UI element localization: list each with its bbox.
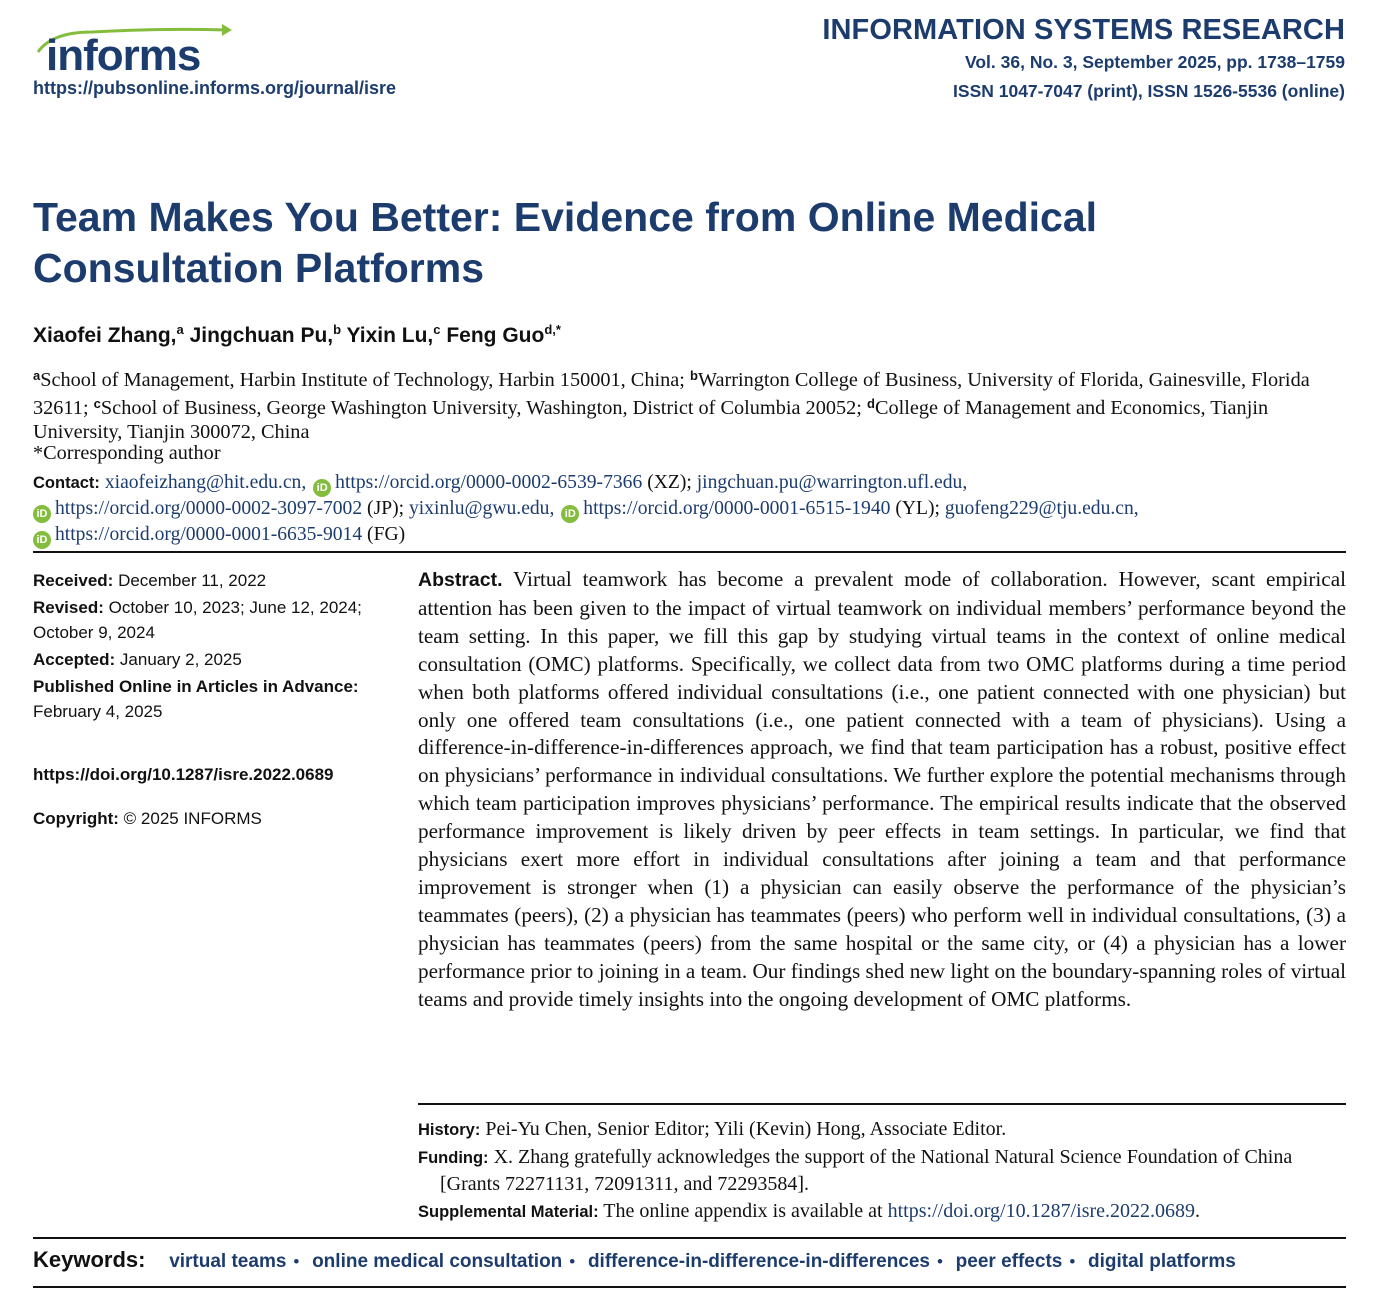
corresponding-author-note: *Corresponding author: [33, 442, 221, 464]
svg-text:informs: informs: [46, 31, 201, 78]
orcid-link[interactable]: https://orcid.org/0000-0002-6539-7366: [335, 472, 643, 493]
affiliation: School of Business, George Washington University, Washington, District of Columbia 20052;: [100, 397, 862, 419]
journal-name: INFORMATION SYSTEMS RESEARCH: [822, 14, 1345, 46]
affil-sup: d: [866, 396, 875, 411]
funding-text: X. Zhang gratefully acknowledges the support of the National Natural Science Foundation of China [Grants 72271131, 72091311, and 72293584].: [440, 1145, 1293, 1195]
supplemental-label: Supplemental Material:: [418, 1202, 599, 1221]
supplemental-link[interactable]: https://doi.org/10.1287/isre.2022.0689: [887, 1199, 1196, 1222]
author-initials: (XZ);: [647, 472, 692, 493]
accepted-label: Accepted:: [33, 650, 116, 669]
affil-sup: a: [33, 368, 41, 383]
abstract: [418, 566, 1346, 1014]
author-name: Yixin Lu,: [346, 324, 434, 347]
article-notes: [418, 1116, 1346, 1225]
published-date: February 4, 2025: [33, 702, 163, 721]
supplemental-end: .: [1195, 1199, 1201, 1222]
orcid-icon: iD: [33, 505, 51, 523]
keyword[interactable]: peer effects: [955, 1251, 1063, 1272]
author-initials: (YL);: [895, 498, 940, 519]
revised-label: Revised:: [33, 598, 104, 617]
keyword[interactable]: digital platforms: [1088, 1251, 1236, 1272]
doi-link[interactable]: https://doi.org/10.1287/isre.2022.0689: [33, 765, 334, 784]
received-date: December 11, 2022: [118, 571, 267, 590]
keywords: [33, 1247, 1236, 1273]
keywords-label: Keywords:: [33, 1247, 146, 1272]
issn-line: ISSN 1047-7047 (print), ISSN 1526-5536 (online): [953, 81, 1345, 101]
copyright-label: Copyright:: [33, 809, 119, 828]
orcid-icon: iD: [313, 479, 331, 497]
affiliation: Warrington College of Business, University of Florida, Gainesville, Florida 32611;: [33, 369, 1310, 419]
keyword[interactable]: difference-in-difference-in-differences: [587, 1251, 931, 1272]
journal-url[interactable]: https://pubsonline.informs.org/journal/isre: [33, 78, 397, 98]
accepted-date: January 2, 2025: [119, 650, 242, 669]
author-initials: (JP);: [367, 498, 405, 519]
email-link[interactable]: guofeng229@tju.edu.cn,: [944, 498, 1139, 519]
bullet-icon: •: [569, 1252, 576, 1271]
supplemental-text: The online appendix is available at: [603, 1199, 883, 1222]
article-title: [33, 192, 1333, 294]
author-sup: d,*: [544, 322, 561, 337]
contact-block: [33, 471, 1343, 549]
orcid-icon: iD: [33, 531, 51, 549]
revised-dates: October 10, 2023; June 12, 2024; October 9, 2024: [33, 598, 362, 642]
email-link[interactable]: jingchuan.pu@warrington.ufl.edu,: [696, 472, 968, 493]
author-sup: b: [333, 322, 342, 337]
author-name: Feng Guo: [446, 324, 545, 347]
abstract-label: Abstract.: [418, 569, 503, 591]
orcid-link[interactable]: https://orcid.org/0000-0001-6515-1940: [583, 498, 891, 519]
author-name: Xiaofei Zhang,: [33, 324, 177, 347]
article-dates: [33, 568, 378, 833]
affil-sup: c: [93, 396, 101, 411]
title-line-1: Team Makes You Better: Evidence from Online Medical: [33, 194, 1098, 240]
divider: [418, 1103, 1346, 1105]
bullet-icon: •: [937, 1252, 943, 1271]
orcid-link[interactable]: https://orcid.org/0000-0001-6635-9014: [55, 524, 363, 545]
copyright-text: © 2025 INFORMS: [123, 809, 262, 828]
volume-line: Vol. 36, No. 3, September 2025, pp. 1738–1759: [964, 52, 1345, 72]
author-list: [33, 322, 561, 348]
funding-label: Funding:: [418, 1148, 489, 1167]
orcid-icon: iD: [561, 505, 579, 523]
email-link[interactable]: yixinlu@gwu.edu,: [408, 498, 555, 519]
affiliation: School of Management, Harbin Institute of Technology, Harbin 150001, China;: [40, 369, 685, 391]
author-name: Jingchuan Pu,: [189, 324, 334, 347]
divider: [33, 1237, 1346, 1239]
history-label: History:: [418, 1121, 481, 1139]
author-initials: (FG): [367, 524, 406, 545]
informs-logo: [32, 22, 242, 78]
author-sup: a: [176, 322, 184, 337]
orcid-link[interactable]: https://orcid.org/0000-0002-3097-7002: [55, 498, 363, 519]
affil-sup: b: [689, 368, 698, 383]
bullet-icon: •: [1069, 1252, 1076, 1271]
abstract-text: Virtual teamwork has become a prevalent mode of collaboration. However, scant empirical attention has been given to the impact of virtual teamwork on individual members’ performance beyond the team setting. In this paper, we fill this gap by studying virtual teams in the context of online medical consultation (OMC) platforms. Specifically, we collect data from two OMC platforms during a time period when both platforms offered individual consultations (i.e., one patient connected with one physician) but only one offered team consultations (i.e., one patient connected with a team of physicians). Using a difference-in-difference-in-differences approach, we find that team participation has a robust, positive effect on physicians’ performance in individual consultations. We further explore the potential mechanisms through which team participation improves physicians’ performance. The empirical results indicate that the observed performance improvement is likely driven by peer effects in team settings. In particular, we find that physicians exert more effort in individual consultations after joining a team and that performance improvement is stronger when (1) a physician can easily observe the performance of the physician’s teammates (peers), (2) a physician has teammates (peers) who perform well in individual consultations, (3) a physician has teammates (peers) from the same hospital or the same city, or (4) a physician has a lower performance prior to joining in a team. Our findings shed new light on the boundary-spanning roles of virtual teams and provide timely insights into the ongoing development of OMC platforms.: [418, 567, 1346, 1011]
email-link[interactable]: xiaofeizhang@hit.edu.cn,: [104, 472, 307, 493]
keyword[interactable]: virtual teams: [169, 1251, 287, 1272]
bullet-icon: •: [293, 1252, 300, 1271]
title-line-2: Consultation Platforms: [33, 245, 485, 291]
affiliation: College of Management and Economics, Tianjin University, Tianjin 300072, China: [33, 397, 1269, 443]
affiliations: [33, 364, 1323, 444]
divider: [33, 551, 1346, 553]
published-label: Published Online in Articles in Advance:: [33, 677, 359, 696]
journal-info: [822, 14, 1345, 102]
history-text: Pei-Yu Chen, Senior Editor; Yili (Kevin) Hong, Associate Editor.: [485, 1118, 1007, 1140]
keyword[interactable]: online medical consultation: [312, 1251, 563, 1272]
author-sup: c: [433, 322, 441, 337]
received-label: Received:: [33, 571, 114, 590]
contact-label: Contact:: [33, 474, 100, 492]
divider: [33, 1286, 1346, 1288]
